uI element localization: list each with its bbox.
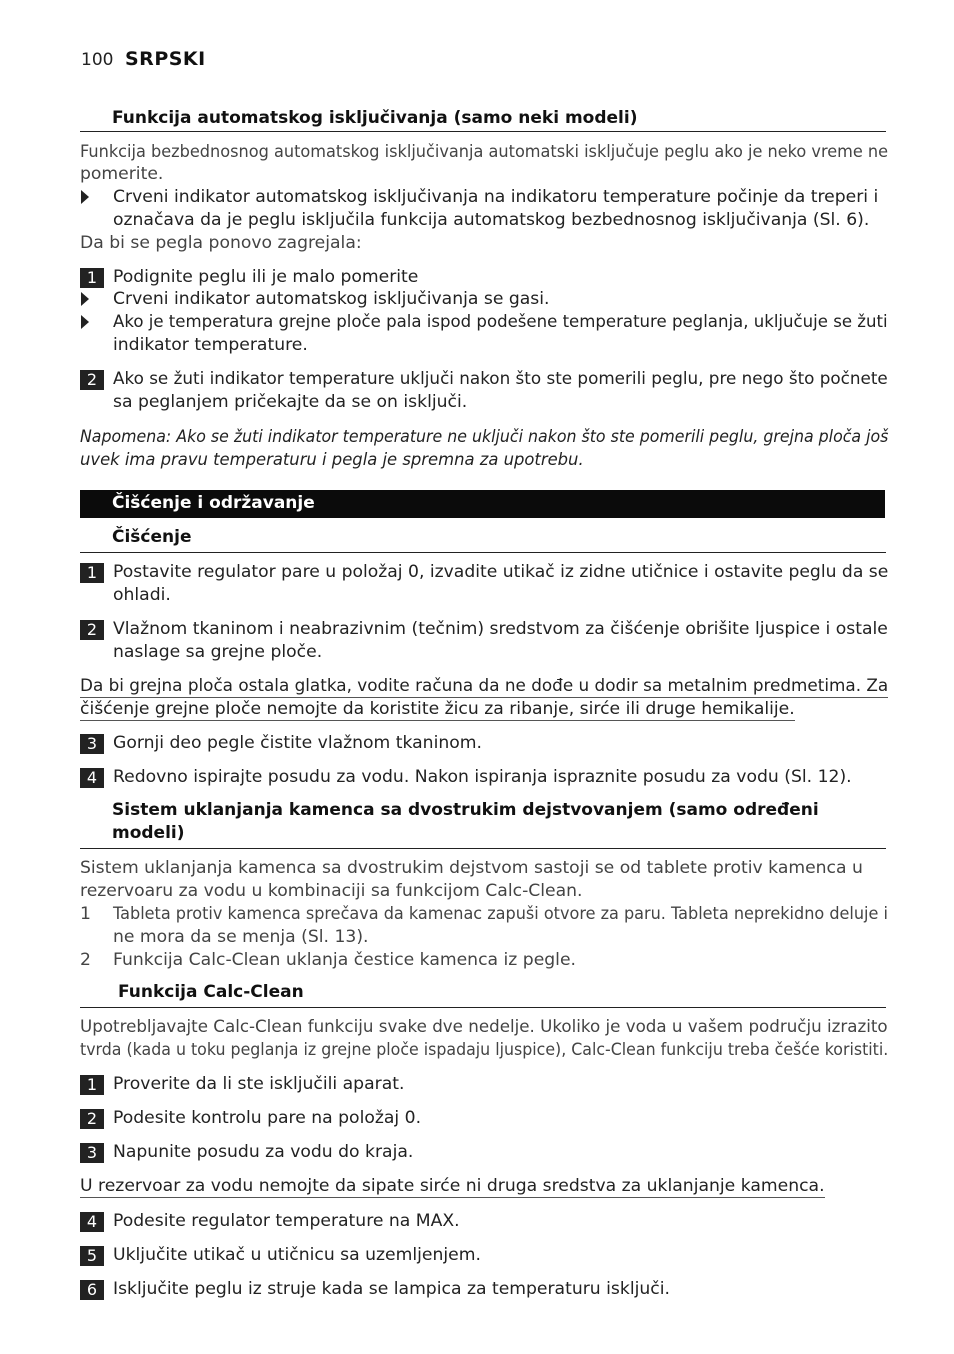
bullet-icon xyxy=(81,190,89,204)
paragraph: Funkcija bezbednosnog automatskog isključivanja automatski isključuje peglu ako je neko vreme ne xyxy=(80,142,889,162)
paragraph: tvrda (kada u toku peglanja iz grejne ploče ispadaju ljuspice), Calc-Clean funkciju treba češće koristiti. xyxy=(80,1040,889,1060)
warning-line: čišćenje grejne ploče nemojte da koristite žicu za ribanje, sirće ili druge hemikalije. xyxy=(80,699,795,719)
list-number: 1 xyxy=(80,904,91,924)
step-text: ohladi. xyxy=(113,585,171,605)
step-text: sa peglanjem pričekajte da se on isključi. xyxy=(113,392,468,412)
list-item: ne mora da se menja (Sl. 13). xyxy=(113,927,369,947)
step-number-badge: 1 xyxy=(80,563,104,583)
step-text: Redovno ispirajte posudu za vodu. Nakon ispiranja ispraznite posudu za vodu (Sl. 12). xyxy=(113,767,852,787)
bullet-text: označava da je peglu isključila funkcija automatskog bezbednosnog isključivanja (Sl. 6). xyxy=(113,210,870,230)
step-text: naslage sa grejne ploče. xyxy=(113,642,323,662)
paragraph: Sistem uklanjanja kamenca sa dvostrukim dejstvom sastoji se od tablete protiv kamenca u xyxy=(80,858,863,878)
note-text: Napomena: Ako se žuti indikator temperature ne uključi nakon što ste pomerili peglu, grejna ploča još xyxy=(80,427,889,446)
step-number-badge: 2 xyxy=(80,1109,104,1129)
step-text: Napunite posudu za vodu do kraja. xyxy=(113,1142,414,1162)
list-number: 2 xyxy=(80,950,91,970)
section-bar-title: Čišćenje i održavanje xyxy=(112,493,315,513)
step-number-badge: 4 xyxy=(80,1212,104,1232)
heading-rule xyxy=(80,552,886,553)
step-text: Isključite peglu iz struje kada se lampica za temperaturu isključi. xyxy=(113,1279,670,1299)
section-heading-auto-off: Funkcija automatskog isključivanja (samo neki modeli) xyxy=(112,108,638,128)
step-text: Postavite regulator pare u položaj 0, izvadite utikač iz zidne utičnice i ostavite peglu da se xyxy=(113,562,889,582)
paragraph: Upotrebljavajte Calc-Clean funkciju svake dve nedelje. Ukoliko je voda u vašem području izrazito xyxy=(80,1017,888,1037)
step-text: Uključite utikač u utičnicu sa uzemljenjem. xyxy=(113,1245,481,1265)
step-number-badge: 2 xyxy=(80,620,104,640)
paragraph: pomerite. xyxy=(80,164,164,184)
bullet-icon xyxy=(81,315,89,329)
bullet-text: indikator temperature. xyxy=(113,335,308,355)
warning-text xyxy=(80,1175,825,1198)
paragraph: rezervoaru za vodu u kombinaciji sa funkcijom Calc-Clean. xyxy=(80,881,583,901)
heading-rule xyxy=(80,848,886,849)
step-text: Podesite regulator temperature na MAX. xyxy=(113,1211,460,1231)
step-text: Vlažnom tkaninom i neabrazivnim (tečnim) sredstvom za čišćenje obrišite ljuspice i ostale xyxy=(113,619,888,639)
step-number-badge: 1 xyxy=(80,268,104,288)
list-item: Funkcija Calc-Clean uklanja čestice kamenca iz pegle. xyxy=(113,950,576,970)
step-text: Proverite da li ste isključili aparat. xyxy=(113,1074,405,1094)
warning-text xyxy=(80,675,888,698)
sub-heading-cleaning: Čišćenje xyxy=(112,527,192,547)
heading-rule xyxy=(80,131,886,132)
bullet-text: Ako je temperatura grejne ploče pala ispod podešene temperature peglanja, uključuje se žuti xyxy=(113,312,888,332)
bullet-text: Crveni indikator automatskog isključivanja se gasi. xyxy=(113,289,550,309)
section-bar xyxy=(80,490,885,518)
step-number-badge: 5 xyxy=(80,1246,104,1266)
language-label: SRPSKI xyxy=(125,48,206,70)
page-number: 100 xyxy=(81,50,114,70)
section-heading-descale: modeli) xyxy=(112,823,185,843)
note-text: uvek ima pravu temperaturu i pegla je spremna za upotrebu. xyxy=(80,450,584,469)
step-text: Ako se žuti indikator temperature uključi nakon što ste pomerili peglu, pre nego što počnete xyxy=(113,369,888,389)
step-number-badge: 6 xyxy=(80,1280,104,1300)
bullet-text: Crveni indikator automatskog isključivanja na indikatoru temperature počinje da treperi i xyxy=(113,187,879,207)
sub-heading-calc-clean: Funkcija Calc-Clean xyxy=(118,982,304,1002)
step-number-badge: 3 xyxy=(80,734,104,754)
heading-rule xyxy=(80,1007,886,1008)
step-number-badge: 3 xyxy=(80,1143,104,1163)
step-number-badge: 1 xyxy=(80,1075,104,1095)
step-number-badge: 2 xyxy=(80,370,104,390)
paragraph: Da bi se pegla ponovo zagrejala: xyxy=(80,233,362,253)
warning-text xyxy=(80,698,795,721)
warning-line: U rezervoar za vodu nemojte da sipate sirće ni druga sredstva za uklanjanje kamenca. xyxy=(80,1176,825,1196)
list-item: Tableta protiv kamenca sprečava da kamenac zapuši otvore za paru. Tableta neprekidno deluje i xyxy=(113,904,888,924)
step-text: Gornji deo pegle čistite vlažnom tkaninom. xyxy=(113,733,482,753)
step-text: Podesite kontrolu pare na položaj 0. xyxy=(113,1108,422,1128)
warning-line: Da bi grejna ploča ostala glatka, vodite računa da ne dođe u dodir sa metalnim predmetima. Za xyxy=(80,676,889,696)
step-number-badge: 4 xyxy=(80,768,104,788)
bullet-icon xyxy=(81,292,89,306)
section-heading-descale: Sistem uklanjanja kamenca sa dvostrukim dejstvovanjem (samo određeni xyxy=(112,800,819,820)
step-text: Podignite peglu ili je malo pomerite xyxy=(113,267,419,287)
